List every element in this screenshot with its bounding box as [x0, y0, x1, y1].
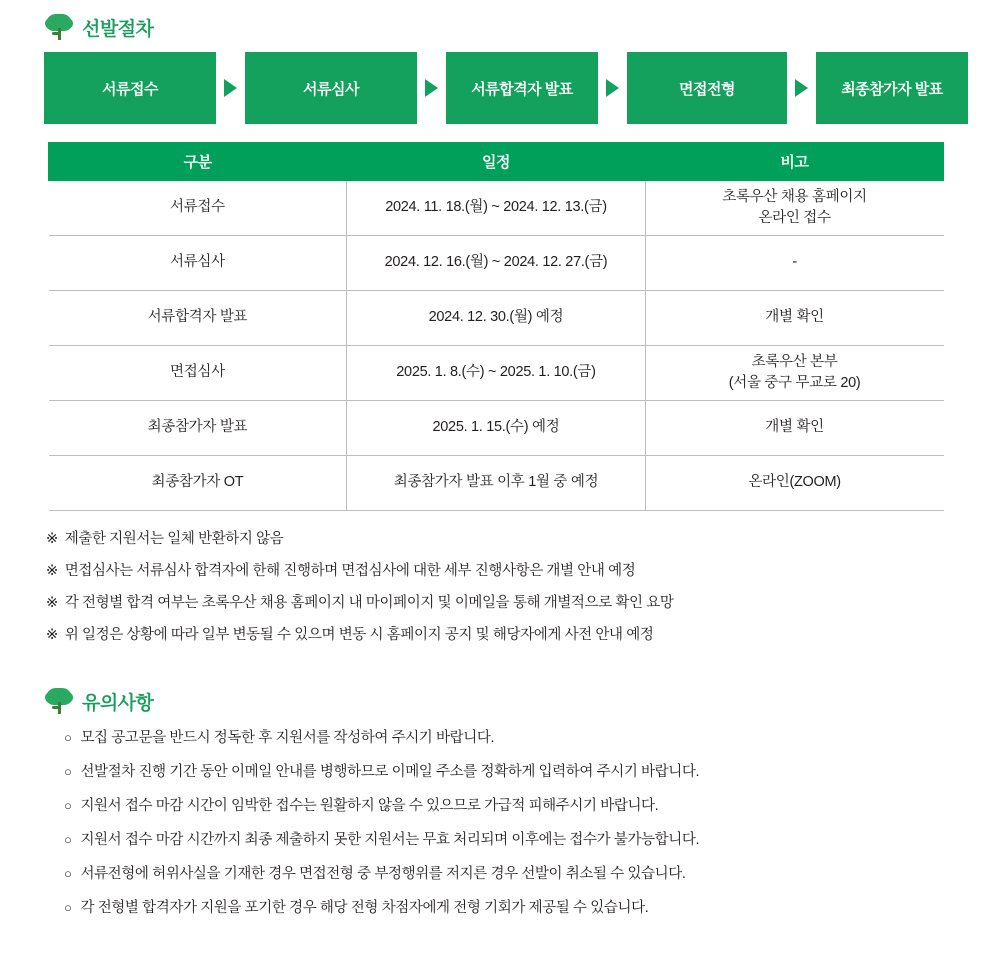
cell-schedule: 2024. 12. 16.(월) ~ 2024. 12. 27.(금) [347, 236, 645, 291]
flow-step-2: 서류심사 [245, 52, 417, 124]
process-section-heading [44, 12, 992, 42]
flow-arrow-icon-2 [425, 79, 438, 97]
table-row [49, 456, 944, 511]
caution-text: 지원서 접수 마감 시간이 임박한 접수는 원활하지 않을 수 있으므로 가급적 피해주시기 바랍니다. [80, 798, 659, 814]
process-section-title: 선발절차 [82, 18, 154, 40]
flow-arrow-icon-4 [795, 79, 808, 97]
note-mark: ※ [46, 563, 58, 579]
flow-step-5: 최종참가자 발표 [816, 52, 968, 124]
tree-icon [44, 686, 74, 716]
process-flow [44, 52, 992, 124]
caution-text: 각 전형별 합격자가 지원을 포기한 경우 해당 전형 차점자에게 전형 기회가 제공될 수 있습니다. [80, 900, 649, 916]
cell-note [645, 346, 943, 401]
cell-note [645, 291, 943, 346]
table-row [49, 181, 944, 236]
cell-note [645, 236, 943, 291]
caution-item [64, 828, 992, 849]
note-text: 위 일정은 상황에 따라 일부 변동될 수 있으며 변동 시 홈페이지 공지 및 해당자에게 사전 안내 예정 [64, 627, 654, 643]
cell-category: 서류합격자 발표 [49, 291, 347, 346]
note-item [46, 591, 992, 612]
caution-item [64, 760, 992, 781]
note-mark: ※ [46, 627, 58, 643]
notes-list [46, 527, 992, 644]
column-header-note: 비고 [645, 143, 943, 181]
cell-category: 서류심사 [49, 236, 347, 291]
caution-mark: ○ [64, 900, 72, 915]
cell-category: 서류접수 [49, 181, 347, 236]
column-header-schedule: 일정 [347, 143, 645, 181]
cell-schedule: 최종참가자 발표 이후 1월 중 예정 [347, 456, 645, 511]
cautions-section-title: 유의사항 [82, 692, 154, 714]
cell-schedule: 2025. 1. 15.(수) 예정 [347, 401, 645, 456]
flow-arrow-icon-3 [606, 79, 619, 97]
cell-note-line2: (서울 중구 무교로 20) [728, 375, 861, 391]
caution-mark: ○ [64, 764, 72, 779]
caution-mark: ○ [64, 832, 72, 847]
flow-arrow-icon-1 [224, 79, 237, 97]
note-item [46, 559, 992, 580]
cell-schedule: 2024. 11. 18.(월) ~ 2024. 12. 13.(금) [347, 181, 645, 236]
cautions-section-heading [44, 686, 992, 716]
cell-category: 최종참가자 OT [49, 456, 347, 511]
caution-mark: ○ [64, 866, 72, 881]
caution-mark: ○ [64, 730, 72, 745]
cautions-list [64, 726, 992, 917]
cell-category: 최종참가자 발표 [49, 401, 347, 456]
caution-item [64, 862, 992, 883]
cell-note-line1: 개별 확인 [765, 309, 824, 326]
cell-note-line1: 초록우산 채용 홈페이지 [722, 188, 867, 205]
note-mark: ※ [46, 595, 58, 611]
table-row [49, 401, 944, 456]
cell-note [645, 456, 943, 511]
cell-note-line2: 온라인 접수 [758, 210, 831, 226]
caution-text: 모집 공고문을 반드시 정독한 후 지원서를 작성하여 주시기 바랍니다. [80, 730, 495, 746]
table-row [49, 236, 944, 291]
cell-note [645, 181, 943, 236]
cell-note-line1: 초록우산 본부 [751, 353, 838, 370]
flow-step-4: 면접전형 [627, 52, 787, 124]
flow-step-3: 서류합격자 발표 [446, 52, 598, 124]
cell-note [645, 401, 943, 456]
table-header-row [49, 143, 944, 181]
cell-schedule: 2025. 1. 8.(수) ~ 2025. 1. 10.(금) [347, 346, 645, 401]
schedule-table [48, 142, 944, 511]
table-row [49, 346, 944, 401]
note-item [46, 527, 992, 548]
cell-note-line1: 온라인(ZOOM) [748, 474, 841, 491]
tree-icon [44, 12, 74, 42]
cell-note-line1: 개별 확인 [765, 419, 824, 436]
caution-text: 선발절차 진행 기간 동안 이메일 안내를 병행하므로 이메일 주소를 정확하게 입력하여 주시기 바랍니다. [80, 764, 700, 780]
column-header-category: 구분 [49, 143, 347, 181]
cell-category: 면접심사 [49, 346, 347, 401]
note-text: 제출한 지원서는 일체 반환하지 않음 [64, 531, 284, 547]
note-text: 면접심사는 서류심사 합격자에 한해 진행하며 면접심사에 대한 세부 진행사항은 개별 안내 예정 [64, 563, 636, 579]
caution-item [64, 896, 992, 917]
note-mark: ※ [46, 531, 58, 547]
caution-text: 지원서 접수 마감 시간까지 최종 제출하지 못한 지원서는 무효 처리되며 이후에는 접수가 불가능합니다. [80, 832, 700, 848]
cell-schedule: 2024. 12. 30.(월) 예정 [347, 291, 645, 346]
note-item [46, 623, 992, 644]
caution-item [64, 726, 992, 747]
caution-item [64, 794, 992, 815]
flow-step-1: 서류접수 [44, 52, 216, 124]
table-row [49, 291, 944, 346]
cell-note-line1: - [792, 254, 797, 271]
caution-text: 서류전형에 허위사실을 기재한 경우 면접전형 중 부정행위를 저지른 경우 선발이 취소될 수 있습니다. [80, 866, 686, 882]
caution-mark: ○ [64, 798, 72, 813]
note-text: 각 전형별 합격 여부는 초록우산 채용 홈페이지 내 마이페이지 및 이메일을 통해 개별적으로 확인 요망 [64, 595, 674, 611]
